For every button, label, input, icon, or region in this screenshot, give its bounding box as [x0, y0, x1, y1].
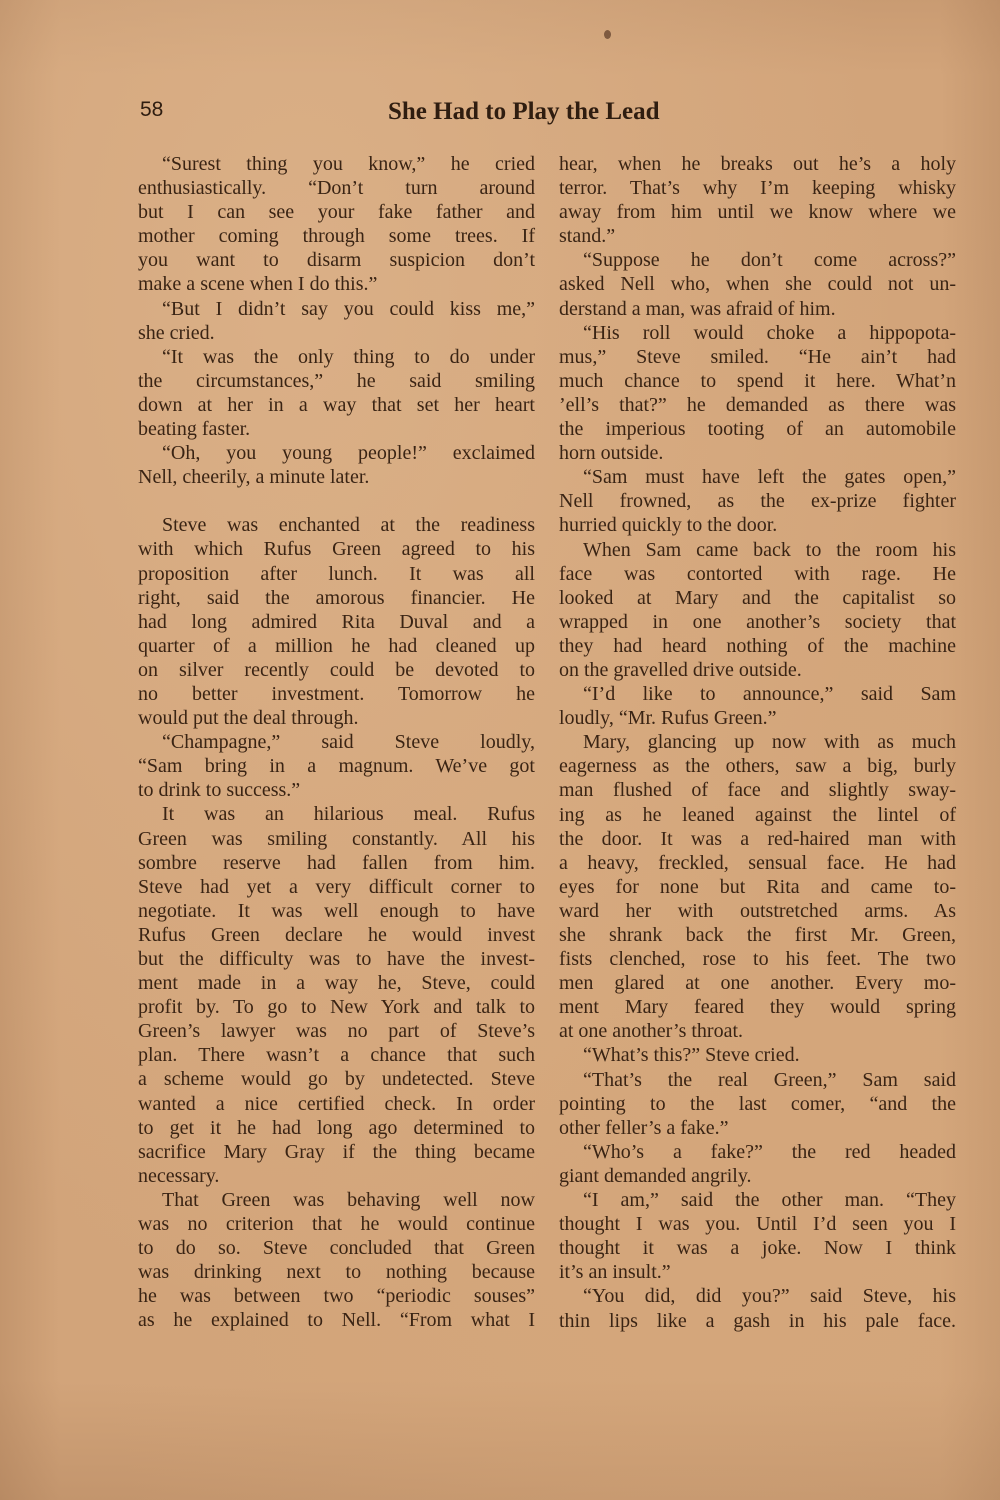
text-line: “You did, did you?” said Steve, his [583, 1285, 956, 1308]
text-line: wanted a nice certified check. In order [138, 1092, 535, 1115]
page-number: 58 [140, 98, 164, 121]
text-line: When Sam came back to the room his [583, 538, 956, 561]
text-line: “Who’s a fake?” the red headed [583, 1140, 956, 1163]
text-line: down at her in a way that set her heart [138, 393, 535, 416]
text-line: but I can see your fake father and [138, 201, 535, 224]
text-line: on silver recently could be devoted to [138, 658, 535, 681]
text-line: mother coming through some trees. If [138, 225, 535, 248]
text-line: Green’s lawyer was no part of Steve’s [138, 1020, 535, 1043]
running-title: She Had to Play the Lead [388, 98, 660, 125]
text-line: was drinking next to nothing because [138, 1261, 535, 1284]
text-line: sombre reserve had fallen from him. [138, 851, 535, 874]
text-line: “What’s this?” Steve cried. [583, 1044, 800, 1067]
text-line: sacrifice Mary Gray if the thing became [138, 1140, 535, 1163]
text-line: That Green was behaving well now [162, 1188, 535, 1211]
text-line: no better investment. Tomorrow he [138, 682, 535, 705]
text-line: to drink to success.” [138, 779, 301, 802]
text-line: giant demanded angrily. [559, 1164, 752, 1187]
text-line: It was an hilarious meal. Rufus [162, 803, 535, 826]
text-line: “Champagne,” said Steve loudly, [162, 731, 535, 754]
text-line: with which Rufus Green agreed to his [138, 538, 535, 561]
text-line: stand.” [559, 225, 616, 248]
text-line: Rufus Green declare he would invest [138, 923, 535, 946]
text-line: “I am,” said the other man. “They [583, 1189, 956, 1212]
text-line: Steve had yet a very difficult corner to [138, 875, 535, 898]
text-line: the door. It was a red-haired man with [559, 827, 956, 850]
text-line: he was between two “periodic souses” [138, 1285, 535, 1308]
text-line: profit by. To go to New York and talk to [138, 996, 535, 1019]
text-line: derstand a man, was afraid of him. [559, 297, 836, 320]
text-line: man flushed of face and slightly sway- [559, 779, 956, 802]
text-line: horn outside. [559, 442, 664, 465]
left-text-column [138, 152, 535, 1333]
text-line: face was contorted with rage. He [559, 562, 956, 585]
text-line: had long admired Rita Duval and a [138, 610, 535, 633]
text-line: enthusiastically. “Don’t turn around [138, 177, 535, 200]
text-line: “Surest thing you know,” he cried [162, 153, 535, 175]
text-line: “It was the only thing to do under [162, 345, 535, 368]
text-line: on the gravelled drive outside. [559, 658, 802, 681]
text-line: Nell frowned, as the ex-prize fighter [559, 490, 956, 513]
page-header [140, 98, 712, 132]
text-line: a scheme would go by undetected. Steve [138, 1068, 535, 1091]
text-line: make a scene when I do this.” [138, 273, 378, 296]
text-line: was no criterion that he would continue [138, 1213, 535, 1236]
ink-blot [604, 30, 611, 39]
text-line: right, said the amorous financier. He [138, 586, 535, 609]
text-line: “I’d like to announce,” said Sam [583, 683, 956, 706]
text-line: “That’s the real Green,” Sam said [583, 1068, 956, 1091]
text-line: “Suppose he don’t come across?” [583, 249, 956, 272]
text-line: ment made in a way he, Steve, could [138, 972, 535, 995]
text-line: Mary, glancing up now with as much [583, 731, 956, 754]
text-line: she cried. [138, 321, 215, 344]
section-break [138, 489, 535, 513]
text-line: ment Mary feared they would spring [559, 996, 956, 1019]
text-line: “Sam bring in a magnum. We’ve got [138, 755, 535, 778]
text-line: Nell, cheerily, a minute later. [138, 466, 370, 489]
text-line: at one another’s throat. [559, 1020, 744, 1043]
text-line: would put the deal through. [138, 707, 359, 730]
text-line: looked at Mary and the capitalist so [559, 586, 956, 609]
text-line: Green was smiling constantly. All his [138, 827, 535, 850]
text-line: quarter of a million he had cleaned up [138, 634, 535, 657]
text-line: to do so. Steve concluded that Green [138, 1237, 535, 1260]
text-line: you want to disarm suspicion don’t [138, 249, 535, 272]
text-line: necessary. [138, 1164, 220, 1187]
text-line: ing as he leaned against the lintel of [559, 803, 956, 826]
text-line: as he explained to Nell. “From what I [138, 1309, 535, 1332]
text-line: mus,” Steve smiled. “He ain’t had [559, 345, 956, 368]
text-line: they had heard nothing of the machine [559, 634, 956, 657]
text-line: Steve was enchanted at the readiness [162, 514, 535, 537]
text-line: asked Nell who, when she could not un- [559, 273, 956, 296]
text-line: ward her with outstretched arms. As [559, 899, 956, 922]
text-line: the circumstances,” he said smiling [138, 369, 535, 392]
text-line: other feller’s a fake.” [559, 1116, 729, 1139]
text-line: to get it he had long ago determined to [138, 1116, 535, 1139]
text-line: fists clenched, rose to his feet. The two [559, 948, 956, 971]
text-line: ’ell’s that?” he demanded as there was [559, 393, 956, 416]
text-line: pointing to the last comer, “and the [559, 1092, 956, 1115]
text-line: a heavy, freckled, sensual face. He had [559, 851, 956, 874]
text-line: men glared at one another. Every mo- [559, 972, 956, 995]
text-line: away from him until we know where we [559, 201, 956, 224]
text-line: eagerness as the others, saw a big, burly [559, 755, 956, 778]
text-line: thought I was you. Until I’d seen you I [559, 1213, 956, 1236]
text-line: proposition after lunch. It was all [138, 562, 535, 585]
text-line: the imperious tooting of an automobile [559, 418, 956, 441]
text-line: but the difficulty was to have the invest- [138, 948, 535, 970]
text-line: eyes for none but Rita and came to- [559, 875, 956, 898]
text-line: negotiate. It was well enough to have [138, 899, 535, 922]
text-line: wrapped in one another’s society that [559, 610, 956, 633]
text-line: “Oh, you young people!” exclaimed [162, 442, 535, 465]
text-line: terror. That’s why I’m keeping whisky [559, 177, 956, 200]
text-line: hear, when he breaks out he’s a holy [559, 153, 956, 175]
text-line: “Sam must have left the gates open,” [583, 466, 956, 489]
text-line: plan. There wasn’t a chance that such [138, 1044, 535, 1067]
text-line: she shrank back the first Mr. Green, [559, 924, 956, 946]
text-line: it’s an insult.” [559, 1261, 671, 1284]
text-line: thin lips like a gash in his pale face. [559, 1309, 956, 1332]
text-line: beating faster. [138, 418, 251, 441]
text-line: “But I didn’t say you could kiss me,” [162, 297, 535, 320]
text-line: “His roll would choke a hippopota- [583, 321, 956, 344]
text-line: hurried quickly to the door. [559, 514, 778, 537]
text-line: much chance to spend it here. What’n [559, 369, 956, 392]
text-line: thought it was a joke. Now I think [559, 1237, 956, 1260]
text-line: loudly, “Mr. Rufus Green.” [559, 707, 777, 730]
right-text-column [559, 152, 956, 1333]
